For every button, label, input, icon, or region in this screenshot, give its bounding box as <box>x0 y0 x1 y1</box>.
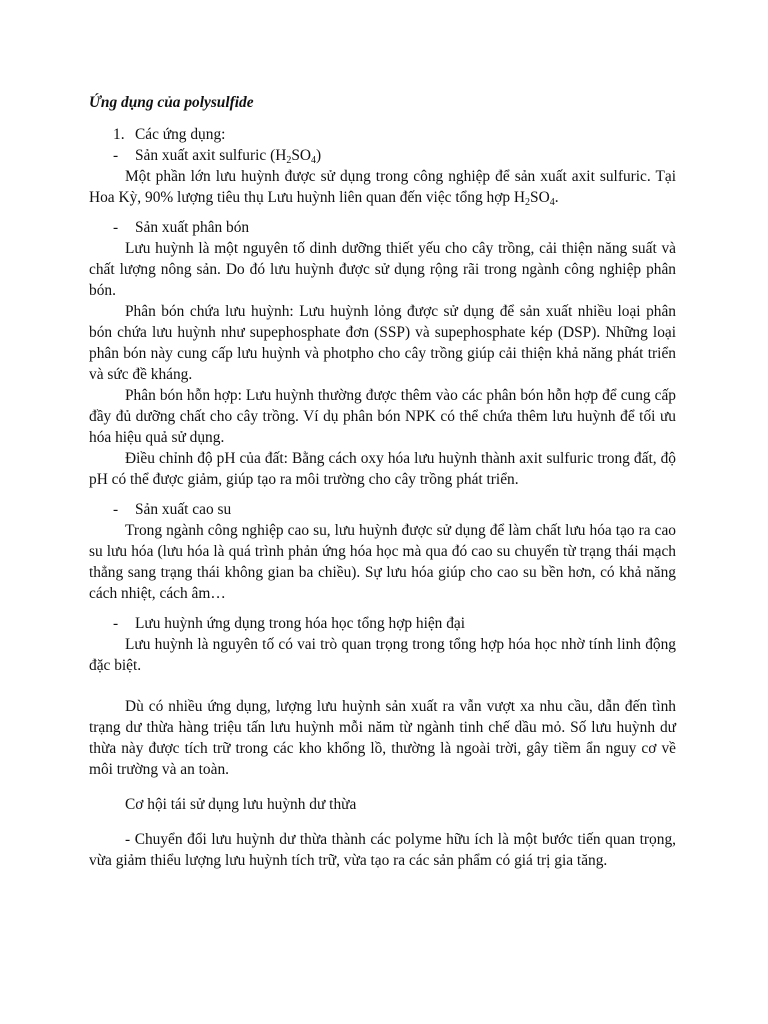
heading-text: Sản xuất phân bón <box>135 219 250 236</box>
subscript: 2 <box>286 155 292 166</box>
paragraph-fertilizer-1: Lưu huỳnh là một nguyên tố dinh dưỡng thiết yếu cho cây trồng, cải thiện năng suất và chất lượng nông sản. Do đó lưu huỳnh được sử dụng rộng rãi trong ngành công nghiệp phân bón. <box>89 240 676 299</box>
document-body <box>89 92 676 871</box>
paragraph-synthesis: Lưu huỳnh là nguyên tố có vai trò quan trọng trong tổng hợp hóa học nhờ tính linh động đặc biệt. <box>89 636 676 674</box>
heading-reuse-opportunity: Cơ hội tái sử dụng lưu huỳnh dư thừa <box>125 796 357 813</box>
section-heading-rubber <box>89 499 676 520</box>
paragraph-fertilizer-3: Phân bón hỗn hợp: Lưu huỳnh thường được thêm vào các phân bón hỗn hợp để cung cấp đầy đủ dưỡng chất cho cây trồng. Ví dụ phân bón NPK có thể chứa thêm lưu huỳnh để tối ưu hóa hiệu quả sử dụng. <box>89 387 676 446</box>
section-heading-synthesis <box>89 613 676 634</box>
dash-bullet: - <box>113 615 119 632</box>
document-title: Ứng dụng của polysulfide <box>89 94 254 111</box>
paragraph-surplus: Dù có nhiều ứng dụng, lượng lưu huỳnh sản xuất ra vẫn vượt xa nhu cầu, dẫn đến tình trạng dư thừa hàng triệu tấn lưu huỳnh mỗi năm từ ngành tinh chế dầu mỏ. Số lưu huỳnh dư thừa này được tích trữ trong các kho khổng lồ, thường là ngoài trời, gây tiềm ẩn nguy cơ về môi trường và an toàn. <box>89 698 676 778</box>
list-number: 1. <box>113 126 125 143</box>
heading-text: Sản xuất cao su <box>135 501 232 518</box>
section-heading-fertilizer <box>89 217 676 238</box>
paragraph-rubber: Trong ngành công nghiệp cao su, lưu huỳnh được sử dụng để làm chất lưu hóa tạo ra cao su lưu hóa (lưu hóa là quá trình phản ứng hóa học mà qua đó cao su chuyển từ trạng thái mạch thẳng sang trạng thái không gian ba chiều). Sự lưu hóa giúp cho cao su bền hơn, có khả năng cách nhiệt, cách âm… <box>89 522 676 602</box>
heading-text: Sản xuất axit sulfuric (H <box>135 147 287 164</box>
paragraph-sulfuric-acid <box>89 166 676 208</box>
subscript: 4 <box>311 155 316 166</box>
paragraph-reuse: - Chuyển đổi lưu huỳnh dư thừa thành các polyme hữu ích là một bước tiến quan trọng, vừa giảm thiểu lượng lưu huỳnh tích trữ, vừa tạo ra các sản phẩm có giá trị gia tăng. <box>89 831 676 869</box>
paragraph-text: . <box>554 189 559 206</box>
heading-text: ) <box>316 147 322 164</box>
dash-bullet: - <box>113 219 119 236</box>
subscript: 2 <box>525 197 531 208</box>
subscript: 4 <box>549 197 555 208</box>
section-heading-sulfuric-acid <box>89 145 676 166</box>
list-item-1 <box>89 124 676 145</box>
paragraph-text: Một phần lớn lưu huỳnh được sử dụng trong công nghiệp để sản xuất axit sulfuric. Tại Hoa Kỳ, 90% lượng tiêu thụ Lưu huỳnh liên quan đến việc tổng hợp H <box>89 168 676 206</box>
paragraph-text: SO <box>530 189 550 206</box>
dash-bullet: - <box>113 501 119 518</box>
paragraph-fertilizer-4: Điều chỉnh độ pH của đất: Bằng cách oxy hóa lưu huỳnh thành axit sulfuric trong đất, độ pH có thể được giảm, giúp tạo ra môi trường cho cây trồng phát triển. <box>89 450 676 488</box>
heading-text: SO <box>291 147 311 164</box>
paragraph-fertilizer-2: Phân bón chứa lưu huỳnh: Lưu huỳnh lỏng được sử dụng để sản xuất nhiều loại phân bón chứa lưu huỳnh như supephosphate đơn (SSP) và supephosphate kép (DSP). Những loại phân bón này cung cấp lưu huỳnh và photpho cho cây trồng giúp cải thiện khả năng phát triển và sức đề kháng. <box>89 303 676 383</box>
dash-bullet: - <box>113 147 119 164</box>
heading-text: Lưu huỳnh ứng dụng trong hóa học tổng hợp hiện đại <box>135 615 466 632</box>
list-heading: Các ứng dụng: <box>135 126 226 143</box>
